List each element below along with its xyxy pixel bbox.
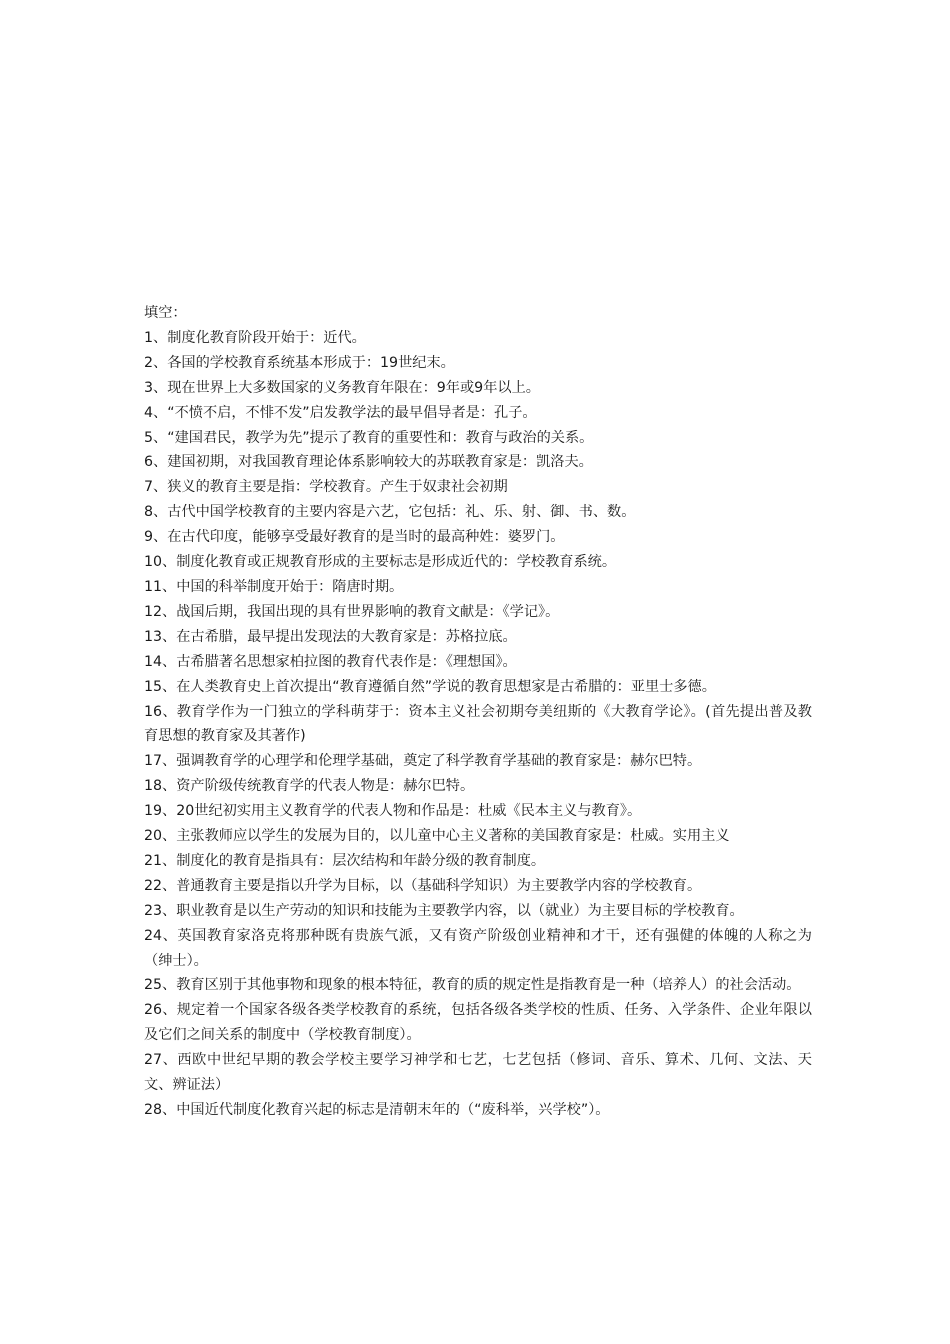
- question-item-24: 24、英国教育家洛克将那种既有贵族气派，又有资产阶级创业精神和才干，还有强健的体魄的人称之为（绅士）。: [144, 927, 812, 969]
- question-item-9: 9、在古代印度，能够享受最好教育的是当时的最高种姓：婆罗门。: [144, 529, 565, 546]
- question-item-6: 6、建国初期，对我国教育理论体系影响较大的苏联教育家是：凯洛夫。: [144, 454, 593, 471]
- question-item-16: 16、教育学作为一门独立的学科萌芽于：资本主义社会初期夸美纽斯的《大教育学论》。(首先提出普及教育思想的教育家及其著作): [144, 703, 812, 745]
- question-item-14: 14、古希腊著名思想家柏拉图的教育代表作是：《理想国》。: [144, 653, 517, 670]
- question-item-11: 11、中国的科举制度开始于：隋唐时期。: [144, 578, 404, 595]
- question-item-20: 20、主张教师应以学生的发展为目的，以儿童中心主义著称的美国教育家是：杜威。实用主义: [144, 828, 730, 845]
- question-item-4: 4、“不愤不启，不悱不发”启发教学法的最早倡导者是：孔子。: [144, 404, 537, 421]
- question-item-7: 7、狭义的教育主要是指：学校教育。产生于奴隶社会初期: [144, 479, 508, 496]
- question-item-5: 5、“建国君民，教学为先”提示了教育的重要性和：教育与政治的关系。: [144, 429, 594, 446]
- question-item-23: 23、职业教育是以生产劳动的知识和技能为主要教学内容，以（就业）为主要目标的学校教育。: [144, 902, 744, 919]
- question-item-21: 21、制度化的教育是指具有：层次结构和年龄分级的教育制度。: [144, 852, 546, 869]
- question-item-27: 27、西欧中世纪早期的教会学校主要学习神学和七艺，七艺包括（修词、音乐、算术、几何、文法、天文、辨证法）: [144, 1052, 812, 1094]
- question-item-8: 8、古代中国学校教育的主要内容是六艺，它包括：礼、乐、射、御、书、数。: [144, 504, 636, 521]
- question-item-2: 2、各国的学校教育系统基本形成于：19世纪末。: [144, 354, 455, 371]
- question-item-15: 15、在人类教育史上首次提出“教育遵循自然”学说的教育思想家是古希腊的：亚里士多德。: [144, 678, 716, 695]
- question-item-1: 1、制度化教育阶段开始于：近代。: [144, 329, 366, 346]
- fill-in-question-list: [144, 326, 812, 1123]
- question-item-3: 3、现在世界上大多数国家的义务教育年限在：9年或9年以上。: [144, 379, 540, 396]
- question-item-19: 19、20世纪初实用主义教育学的代表人物和作品是：杜威《民本主义与教育》。: [144, 803, 642, 820]
- document-body: [144, 301, 812, 1123]
- question-item-17: 17、强调教育学的心理学和伦理学基础，奠定了科学教育学基础的教育家是：赫尔巴特。: [144, 753, 702, 770]
- question-item-25: 25、教育区别于其他事物和现象的根本特征，教育的质的规定性是指教育是一种（培养人）的社会活动。: [144, 977, 801, 994]
- question-item-18: 18、资产阶级传统教育学的代表人物是：赫尔巴特。: [144, 778, 475, 795]
- question-item-10: 10、制度化教育或正规教育形成的主要标志是形成近代的：学校教育系统。: [144, 554, 617, 571]
- section-heading: 填空：: [144, 305, 187, 321]
- question-item-26: 26、规定着一个国家各级各类学校教育的系统，包括各级各类学校的性质、任务、入学条件、企业年限以及它们之间关系的制度中（学校教育制度）。: [144, 1002, 812, 1044]
- question-item-28: 28、中国近代制度化教育兴起的标志是清朝末年的（“废科举，兴学校”）。: [144, 1102, 610, 1118]
- question-item-22: 22、普通教育主要是指以升学为目标，以（基础科学知识）为主要教学内容的学校教育。: [144, 877, 702, 894]
- question-item-13: 13、在古希腊，最早提出发现法的大教育家是：苏格拉底。: [144, 628, 517, 645]
- question-item-12: 12、战国后期，我国出现的具有世界影响的教育文献是：《学记》。: [144, 603, 560, 620]
